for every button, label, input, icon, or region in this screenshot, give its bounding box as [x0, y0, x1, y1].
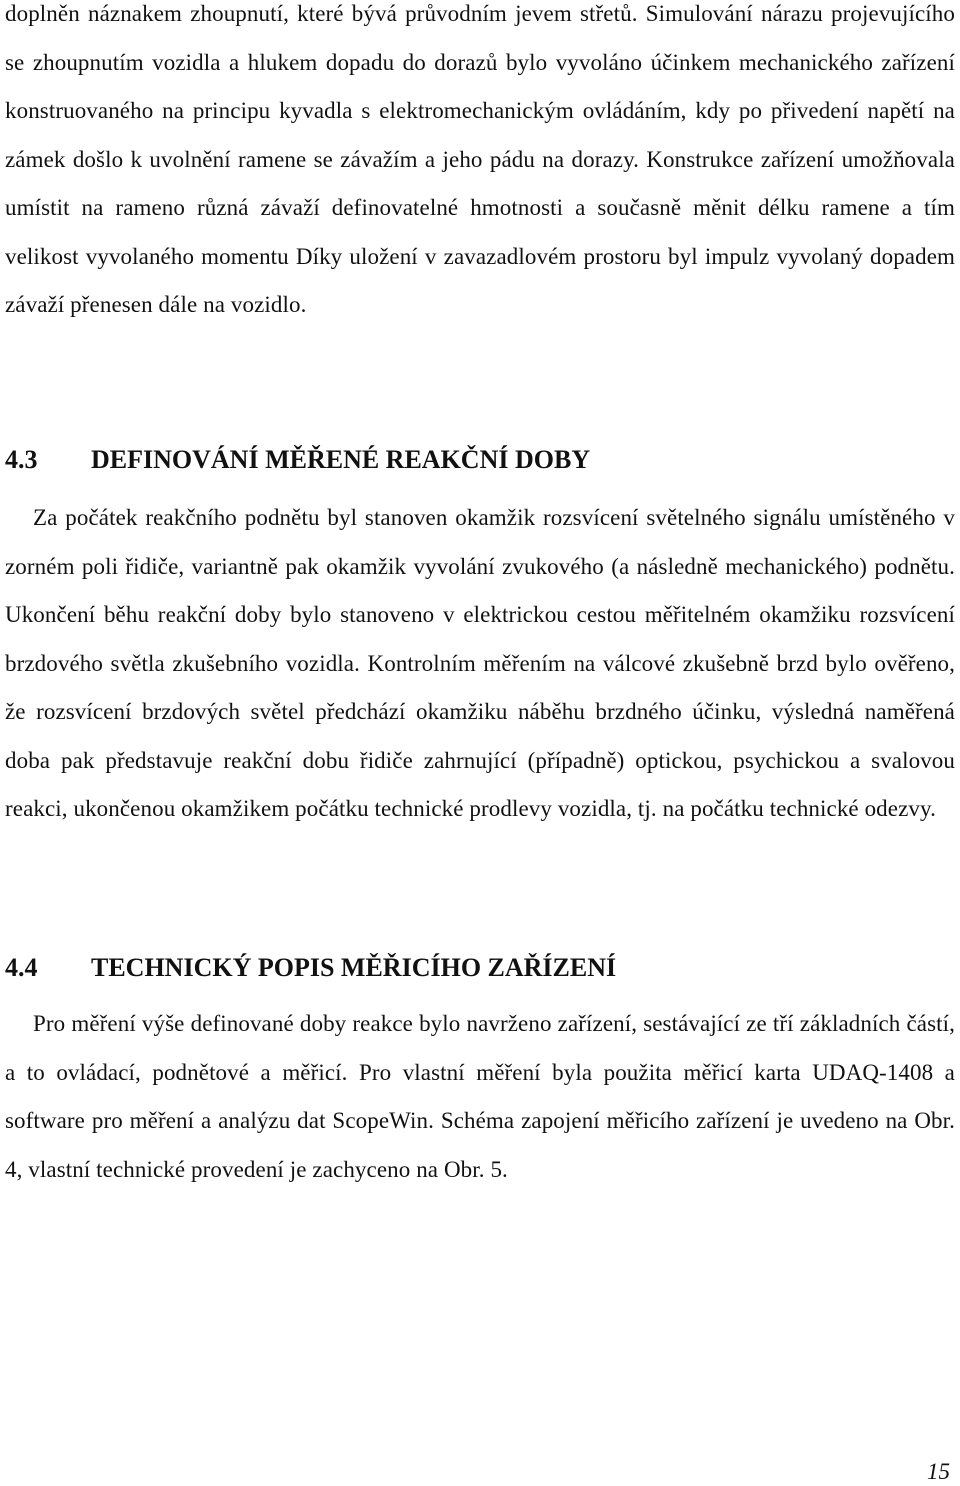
section-number: 4.3 [5, 445, 38, 474]
section-title: TECHNICKÝ POPIS MĚŘICÍHO ZAŘÍZENÍ [91, 953, 617, 982]
section-number: 4.4 [5, 953, 38, 982]
paragraph-measuring-device-description: Pro měření výše definované doby reakce bylo navrženo zařízení, sestávající ze tří základních částí, a to ovládací, podnětové a měřicí. Pro vlastní měření byla použita měřicí karta UDAQ-1408 a software pro měření a analýzu dat ScopeWin. Schéma zapojení měřicího zařízení je uvedeno na Obr. 4, vlastní technické provedení je zachyceno na Obr. 5. [5, 1011, 955, 1182]
page-number: 15 [927, 1459, 950, 1484]
paragraph-pendulum-device: doplněn náznakem zhoupnutí, které bývá průvodním jevem střetů. Simulování nárazu projevujícího se zhoupnutím vozidla a hlukem dopadu do dorazů bylo vyvoláno účinkem mechanického zařízení konstruovaného na principu kyvadla s elektromechanickým ovládáním, kdy po přivedení napětí na zámek došlo k uvolnění ramene se závažím a jeho pádu na dorazy. Konstrukce zařízení umožňovala umístit na rameno různá závaží definovatelné hmotnosti a současně měnit délku ramene a tím velikost vyvolaného momentu Díky uložení v zavazadlovém prostoru byl impulz vyvolaný dopadem závaží přenesen dále na vozidlo. [5, 1, 955, 317]
section-heading-4-4 [5, 952, 616, 984]
paragraph-reaction-time-definition: Za počátek reakčního podnětu byl stanoven okamžik rozsvícení světelného signálu umístěného v zorném poli řidiče, variantně pak okamžik vyvolání zvukového (a následně mechanického) podnětu. Ukončení běhu reakční doby bylo stanoveno v elektrickou cestou měřitelném okamžiku rozsvícení brzdového světla zkušebního vozidla. Kontrolním měřením na válcové zkušebně brzd bylo ověřeno, že rozsvícení brzdových světel předchází okamžiku náběhu brzdného účinku, výsledná naměřená doba pak představuje reakční dobu řidiče zahrnující (případně) optickou, psychickou a svalovou reakci, ukončenou okamžikem počátku technické prodlevy vozidla, tj. na počátku technické odezvy. [5, 505, 955, 821]
section-heading-4-3 [5, 444, 590, 476]
section-title: DEFINOVÁNÍ MĚŘENÉ REAKČNÍ DOBY [91, 445, 591, 474]
